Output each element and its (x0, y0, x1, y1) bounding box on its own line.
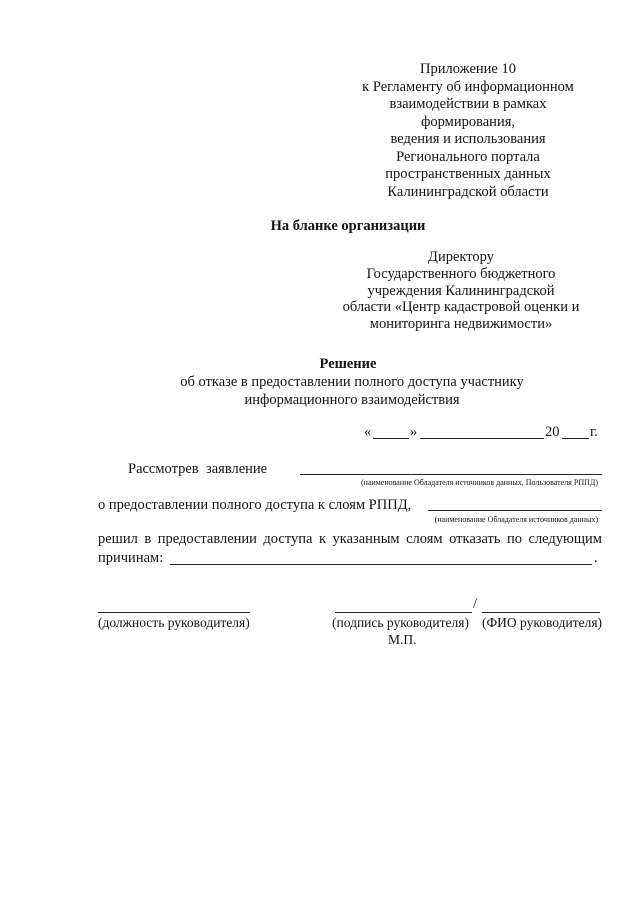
signature-separator: / (473, 596, 478, 612)
date-day-blank (373, 438, 409, 439)
decision-subtitle-line: об отказе в предоставлении полного доступа участнику (180, 374, 524, 390)
decision-title: Решение (319, 356, 377, 372)
decision-subtitle-line: информационного взаимодействия (244, 391, 460, 408)
data-owner-hint: (наименование Обладателя источников данных) (434, 515, 598, 524)
position-blank (98, 612, 250, 613)
application-word: заявление (206, 461, 268, 477)
addressee-line: Директору (428, 249, 494, 265)
full-access-request-text: о предоставлении полного доступа к слоям РППД, (98, 497, 412, 513)
date-close-quote: » (410, 424, 418, 440)
appendix-line: пространственных данных (385, 166, 551, 182)
appendix-line: ведения и использования (390, 131, 546, 147)
considered-word: Рассмотрев (128, 461, 199, 477)
date-year-suffix: г. (590, 424, 598, 440)
appendix-line: формирования, (420, 113, 516, 130)
signature-label: (подпись руководителя) (332, 615, 469, 630)
name-blank (482, 612, 600, 613)
date-year-blank (562, 438, 589, 439)
reasons-end: . (594, 550, 598, 566)
appendix-line: Приложение 10 (420, 61, 516, 77)
addressee-block (330, 249, 592, 333)
data-owner-blank (428, 510, 602, 511)
reasons-blank (170, 564, 592, 565)
addressee-line: мониторинга недвижимости» (369, 316, 553, 333)
refusal-text: решил в предоставлении доступа к указанным слоям отказать по следующим (98, 531, 602, 547)
appendix-line: Калининградской области (387, 183, 549, 200)
applicant-name-hint: (наименование Обладателя источников данных, Пользователя РППД) (360, 478, 598, 487)
decision-subtitle (130, 374, 574, 409)
appendix-line: Регионального портала (396, 148, 540, 165)
appendix-line: взаимодействии в рамках (389, 96, 547, 112)
addressee-line: области «Центр кадастровой оценки и (342, 299, 580, 316)
seal-label: М.П. (388, 632, 417, 647)
name-label: (ФИО руководителя) (482, 615, 603, 630)
position-label: (должность руководителя) (98, 615, 250, 630)
addressee-line: учреждения Калининградской (367, 282, 555, 299)
addressee-line: Государственного бюджетного (366, 265, 556, 282)
date-open-quote: « (364, 424, 372, 440)
applicant-name-blank (300, 474, 602, 475)
appendix-line: к Регламенту об информационном (362, 78, 574, 95)
date-year-prefix: 20 (545, 424, 560, 440)
date-month-blank (420, 438, 544, 439)
reasons-label: причинам: (98, 550, 164, 566)
signature-blank (335, 612, 472, 613)
letterhead-note: На бланке организации (270, 218, 426, 234)
appendix-header (350, 61, 586, 201)
